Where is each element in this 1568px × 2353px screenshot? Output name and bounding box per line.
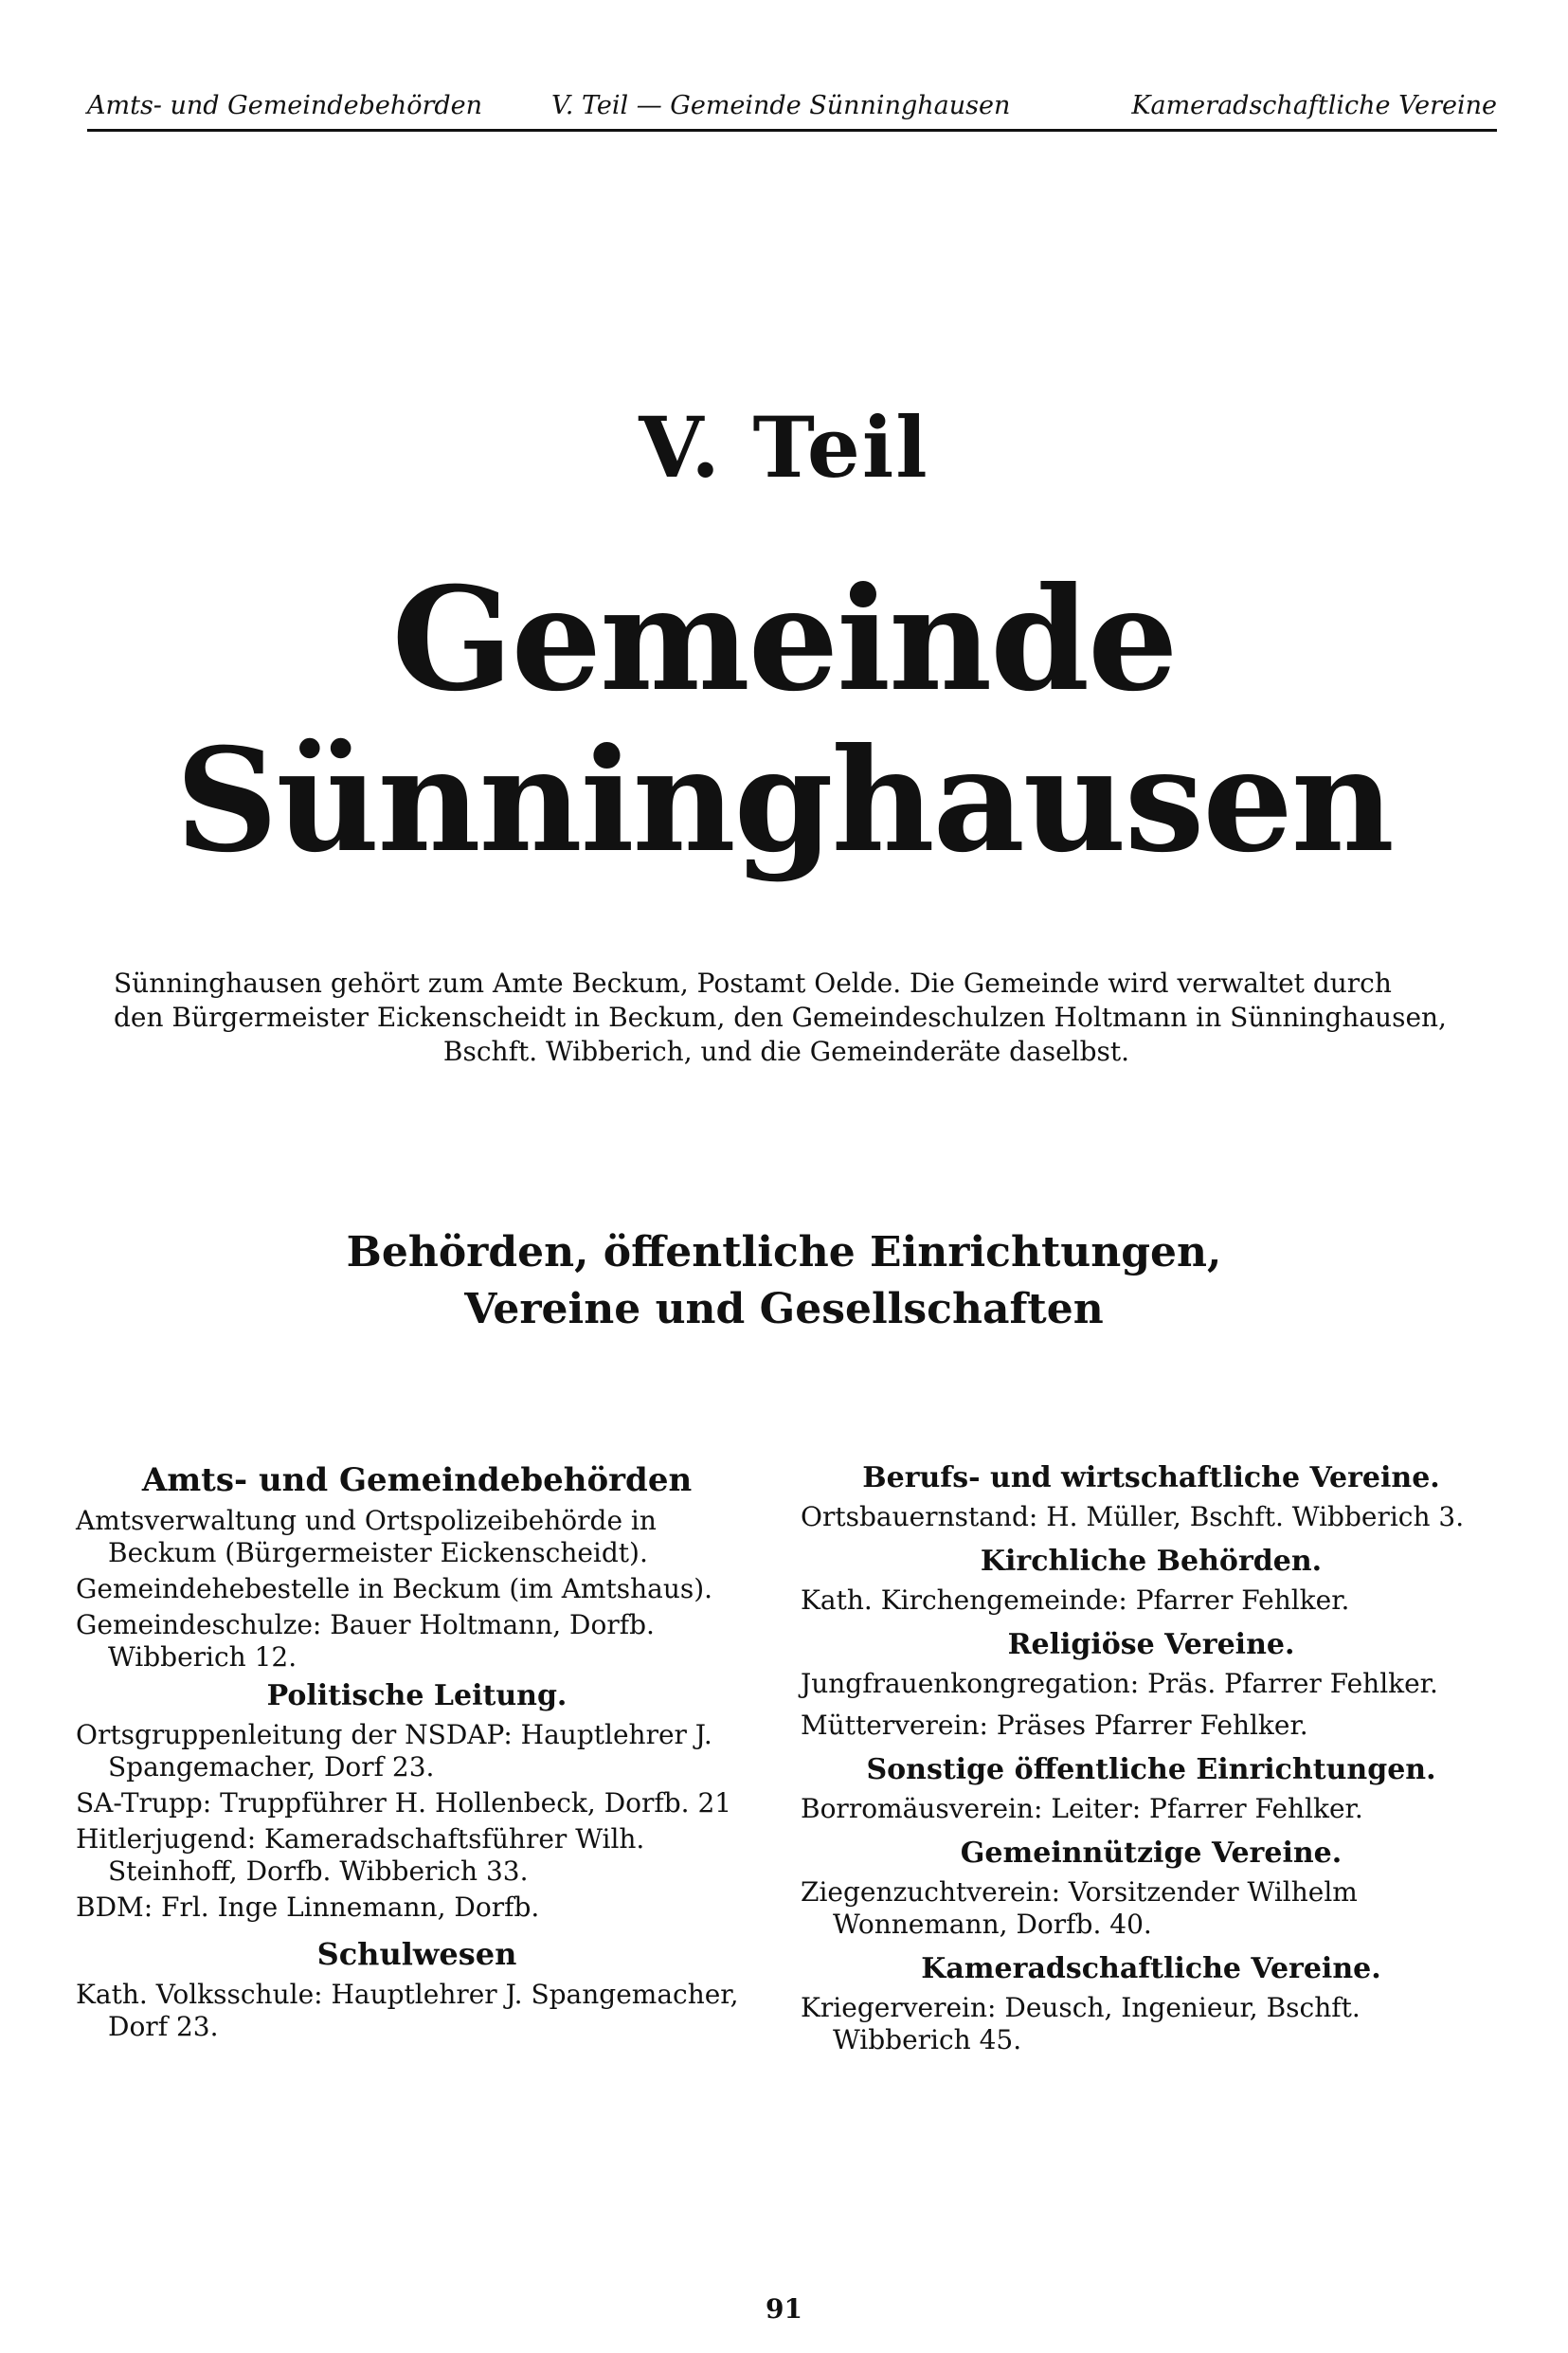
intro-line: Bschft. Wibberich, und die Gemeinderäte daselbst.	[442, 1036, 1130, 1067]
entry: Borromäusverein: Leiter: Pfarrer Fehlker.	[801, 1793, 1363, 1824]
entry: BDM: Frl. Inge Linnemann, Dorfb.	[76, 1891, 540, 1923]
entry: Gemeindehebestelle in Beckum (im Amtshaus).	[76, 1573, 713, 1604]
entry: Mütterverein: Präses Pfarrer Fehlker.	[801, 1710, 1308, 1741]
subheading: Gemeinnützige Vereine.	[960, 1837, 1343, 1870]
subheading: Kirchliche Behörden.	[980, 1545, 1323, 1578]
section-heading-line-1: Behörden, öffentliche Einrichtungen,	[346, 1228, 1222, 1276]
intro-paragraph	[114, 967, 1459, 1069]
intro-line: den Bürgermeister Eickenscheidt in Beckum, den Gemeindeschulzen Holtmann in Sünninghausen,	[114, 1002, 1447, 1033]
subheading: Berufs- und wirtschaftliche Vereine.	[862, 1461, 1440, 1494]
entry: Jungfrauenkongregation: Präs. Pfarrer Fehlker.	[801, 1668, 1438, 1699]
intro-line: Sünninghausen gehört zum Amte Beckum, Postamt Oelde. Die Gemeinde wird verwaltet durch	[114, 968, 1392, 999]
running-header	[87, 87, 1497, 132]
entry: SA-Trupp: Truppführer H. Hollenbeck, Dorfb. 21	[76, 1787, 732, 1819]
entry: Kriegerverein: Deusch, Ingenieur, Bschft. Wibberich 45.	[801, 1992, 1361, 2055]
header-center: V. Teil — Gemeinde Sünninghausen	[551, 91, 1011, 120]
entry: Ortsbauernstand: H. Müller, Bschft. Wibberich 3.	[801, 1501, 1465, 1532]
section-heading-line-2: Vereine und Gesellschaften	[464, 1285, 1104, 1333]
subheading: Kameradschaftliche Vereine.	[921, 1952, 1381, 1985]
page-number: 91	[766, 2293, 802, 2325]
left-column	[76, 1459, 758, 2047]
subheading: Politische Leitung.	[266, 1679, 568, 1712]
header-left: Amts- und Gemeindebehörden	[87, 91, 483, 120]
entry: Ortsgruppenleitung der NSDAP: Hauptlehrer J. Spangemacher, Dorf 23.	[76, 1719, 712, 1783]
right-column	[801, 1459, 1502, 2066]
entry: Amtsverwaltung und Ortspolizeibehörde in Beckum (Bürgermeister Eickenscheidt).	[76, 1505, 657, 1568]
header-right: Kameradschaftliche Vereine	[1131, 91, 1497, 120]
subheading: Sonstige öffentliche Einrichtungen.	[866, 1753, 1436, 1786]
entry: Kath. Kirchengemeinde: Pfarrer Fehlker.	[801, 1584, 1350, 1616]
title-line-2: Sünninghausen	[175, 717, 1393, 884]
entry: Hitlerjugend: Kameradschaftsführer Wilh. Steinhoff, Dorfb. Wibberich 33.	[76, 1823, 645, 1887]
entry: Kath. Volksschule: Hauptlehrer J. Spangemacher, Dorf 23.	[76, 1979, 739, 2042]
subheading: Religiöse Vereine.	[1007, 1628, 1295, 1661]
subheading: Amts- und Gemeindebehörden	[141, 1461, 693, 1499]
entry: Ziegenzuchtverein: Vorsitzender Wilhelm Wonnemann, Dorfb. 40.	[801, 1876, 1358, 1940]
title-line-1: Gemeinde	[391, 556, 1177, 723]
subheading: Schulwesen	[316, 1936, 517, 1972]
part-label: V. Teil	[639, 398, 929, 497]
entry: Gemeindeschulze: Bauer Holtmann, Dorfb. Wibberich 12.	[76, 1609, 655, 1673]
